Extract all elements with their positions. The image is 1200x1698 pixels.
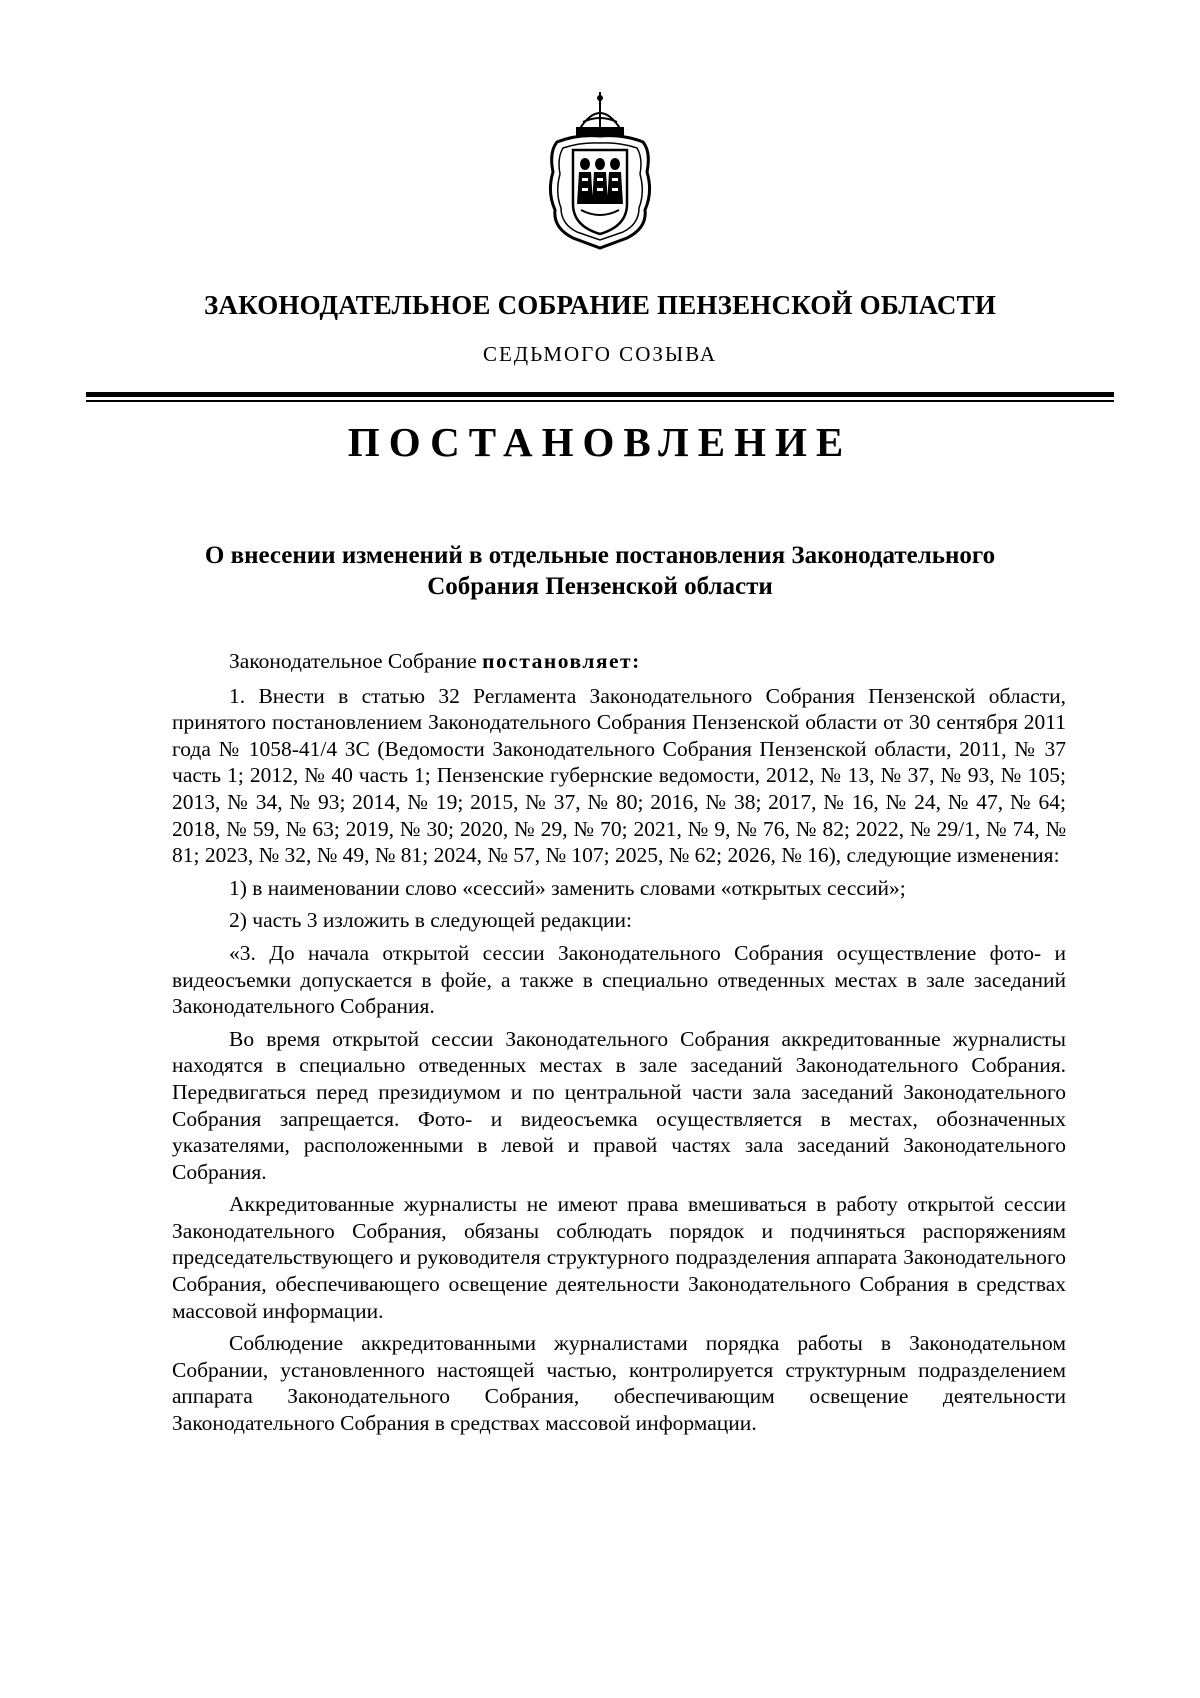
intro-resolves: постановляет: — [482, 649, 641, 673]
quoted-part-3-paragraph-3: Аккредитованные журналисты не имеют права вмешиваться в работу открытой сессии Законодательного Собрания, обязаны соблюдать порядок и подчиняться распоряжениям председательствующего и руководителя структурного подразделения аппарата Законодательного Собрания, обеспечивающего освещение деятельности Законодательного Собрания в средствах массовой информации. — [172, 1192, 1066, 1323]
organization-name: ЗАКОНОДАТЕЛЬНОЕ СОБРАНИЕ ПЕНЗЕНСКОЙ ОБЛАСТИ — [203, 290, 997, 320]
header-divider-thick — [86, 392, 1114, 397]
quoted-part-3-paragraph-1: «3. До начала открытой сессии Законодательного Собрания осуществление фото- и видеосъемки допускается в фойе, а также в специально отведенных местах в зале заседаний Законодательного Собрания. — [172, 940, 1066, 1019]
coat-of-arms-icon — [543, 92, 657, 252]
intro-paragraph — [172, 648, 1066, 675]
subject-line-2: Собрания Пензенской области — [427, 573, 773, 600]
quoted-part-3-paragraph-2: Во время открытой сессии Законодательного Собрания аккредитованные журналисты находятся в специально отведенных местах в зале заседаний Законодательного Собрания. Передвигаться перед президиумом и по центральной части зала заседаний Законодательного Собрания запрещается. Фото- и видеосъемка осуществляется в местах, обозначенных указателями, расположенными в левой и правой частях зала заседаний Законодательного Собрания. — [172, 1026, 1066, 1184]
document-type-title: ПОСТАНОВЛЕНИЕ — [347, 419, 853, 465]
document-subject — [120, 540, 1080, 602]
convocation-label: СЕДЬМОГО СОЗЫВА — [482, 342, 718, 366]
subitem-1-paragraph: 1) в наименовании слово «сессий» заменить словами «открытых сессий»; — [229, 875, 906, 900]
subitem-2-paragraph: 2) часть 3 изложить в следующей редакции: — [229, 908, 632, 933]
intro-prefix: Законодательное Собрание — [229, 649, 483, 673]
subject-line-1: О внесении изменений в отдельные постановления Законодательного — [204, 542, 996, 569]
header-divider-thin — [86, 400, 1114, 402]
document-body — [172, 648, 1066, 1437]
quoted-part-3-paragraph-4: Соблюдение аккредитованными журналистами порядка работы в Законодательном Собрании, установленного настоящей частью, контролируется структурным подразделением аппарата Законодательного Собрания, обеспечивающим освещение деятельности Законодательного Собрания в средствах массовой информации. — [172, 1331, 1066, 1436]
item-1-paragraph: 1. Внести в статью 32 Регламента Законодательного Собрания Пензенской области, принятого постановлением Законодательного Собрания Пензенской области от 30 сентября 2011 года № 1058-41/4 ЗС (Ведомости Законодательного Собрания Пензенской области, 2011, № 37 часть 1; 2012, № 40 часть 1; Пензенские губернские ведомости, 2012, № 13, № 37, № 93, № 105; 2013, № 34, № 93; 2014, № 19; 2015, № 37, № 80; 2016, № 38; 2017, № 16, № 24, № 47, № 64; 2018, № 59, № 63; 2019, № 30; 2020, № 29, № 70; 2021, № 9, № 76, № 82; 2022, № 29/1, № 74, № 81; 2023, № 32, № 49, № 81; 2024, № 57, № 107; 2025, № 62; 2026, № 16), следующие изменения: — [172, 683, 1066, 868]
